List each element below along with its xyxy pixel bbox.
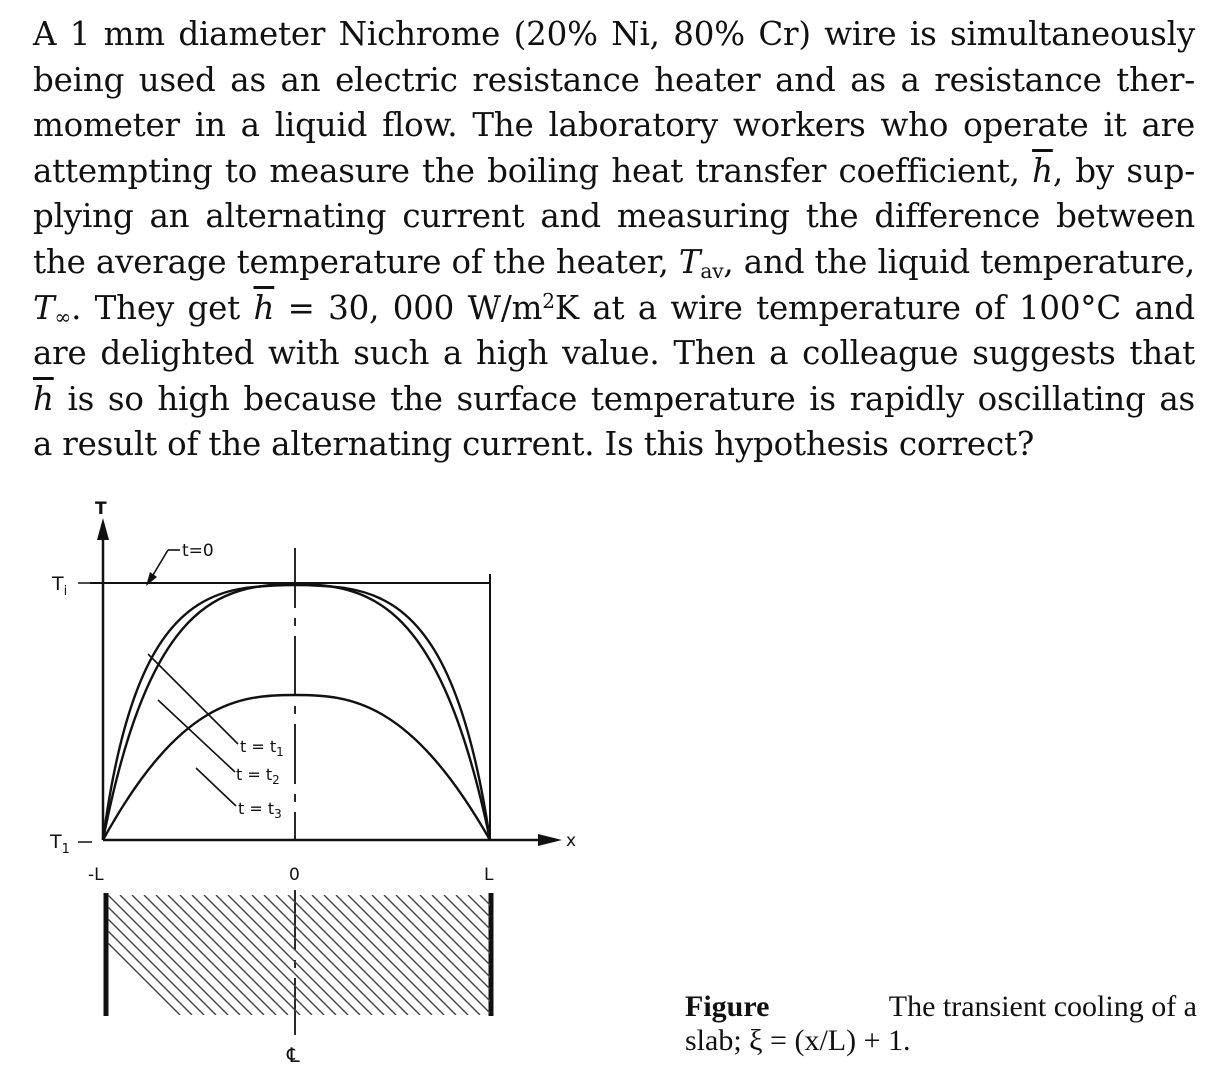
- Ti-label: $T_i$: [52, 573, 68, 599]
- problem-line: a result of the alternating current. Is this hypothesis correct?: [33, 425, 1035, 464]
- hatch-line: [528, 895, 620, 1015]
- hatch-line: [492, 895, 612, 1015]
- profile-t3: [103, 695, 490, 840]
- problem-line: are delighted with such a high value. Then a colleague suggests that: [33, 334, 1195, 373]
- t2-label: $t = t_2$: [236, 765, 280, 787]
- y-axis-arrow: [97, 518, 109, 540]
- text: . They get: [71, 288, 241, 327]
- t1-label: $t = t_1$: [240, 737, 284, 759]
- h-bar-symbol: $\overline{h}$: [253, 288, 275, 327]
- hatch-line: [540, 895, 620, 1015]
- caption-label: Figure: [685, 990, 770, 1023]
- T-symbol: T: [678, 242, 701, 281]
- text: the average temperature of the heater,: [33, 242, 669, 281]
- T-symbol: T: [33, 288, 55, 327]
- t0-label: t=0: [182, 541, 214, 561]
- h-bar-symbol: $\overline{h}$: [33, 379, 54, 418]
- leader-t1: [148, 654, 238, 744]
- tick-zero: 0: [289, 865, 300, 885]
- problem-line: A 1 mm diameter Nichrome (20% Ni, 80% Cr) wire is simultaneously: [33, 15, 1195, 53]
- transient-cooling-figure: [0, 490, 620, 1070]
- text: , by sup-: [1052, 151, 1195, 190]
- problem-line: [33, 286, 1195, 332]
- caption-text-2: slab; ξ = (x/L) + 1.: [685, 1024, 911, 1057]
- problem-line: being used as an electric resistance heater and as a resistance ther-: [33, 60, 1195, 99]
- problem-line: [33, 149, 1195, 195]
- problem-line: plying an alternating current and measuring the difference between: [33, 197, 1195, 236]
- problem-line: [33, 240, 1195, 286]
- T1-label: $T_1$: [50, 831, 70, 857]
- text: is so high because the surface temperature is rapidly oscillating as: [53, 379, 1195, 418]
- subscript-av: av: [700, 259, 724, 283]
- problem-line: [33, 377, 1195, 423]
- text: = 30, 000 W/m: [274, 288, 543, 327]
- problem-statement: [33, 12, 1195, 468]
- axis-T-label: T: [95, 499, 107, 519]
- hatch-line: [504, 895, 620, 1015]
- text: , and the liquid temperature,: [723, 242, 1195, 281]
- centerline-symbol: ℄: [287, 1043, 300, 1067]
- subscript-infinity: ∞: [54, 304, 72, 329]
- figure-caption: [685, 990, 1197, 1058]
- hatch-line: [480, 895, 600, 1015]
- tick-minus-L: -L: [88, 865, 104, 885]
- hatch-line: [516, 895, 620, 1015]
- t3-label: $t = t_3$: [238, 799, 282, 821]
- text: attempting to measure the boiling heat transfer coefficient,: [33, 151, 1020, 190]
- tick-L: L: [484, 865, 494, 885]
- text: K at a wire temperature of 100°C and: [554, 288, 1195, 327]
- superscript-2: 2: [542, 288, 555, 313]
- profile-t2: [103, 584, 490, 840]
- problem-line: mometer in a liquid flow. The laboratory workers who operate it are: [33, 106, 1195, 145]
- hatch-line: [552, 895, 620, 1015]
- axis-x-label: x: [566, 831, 577, 851]
- leader-t3: [196, 768, 236, 806]
- leader-t2: [158, 700, 235, 772]
- slab-hatching: [60, 895, 620, 1015]
- caption-text: The transient cooling of a: [888, 990, 1197, 1023]
- x-axis-arrow: [538, 834, 562, 846]
- h-bar-symbol: $\overline{h}$: [1032, 151, 1053, 190]
- profile-t1: [103, 585, 490, 840]
